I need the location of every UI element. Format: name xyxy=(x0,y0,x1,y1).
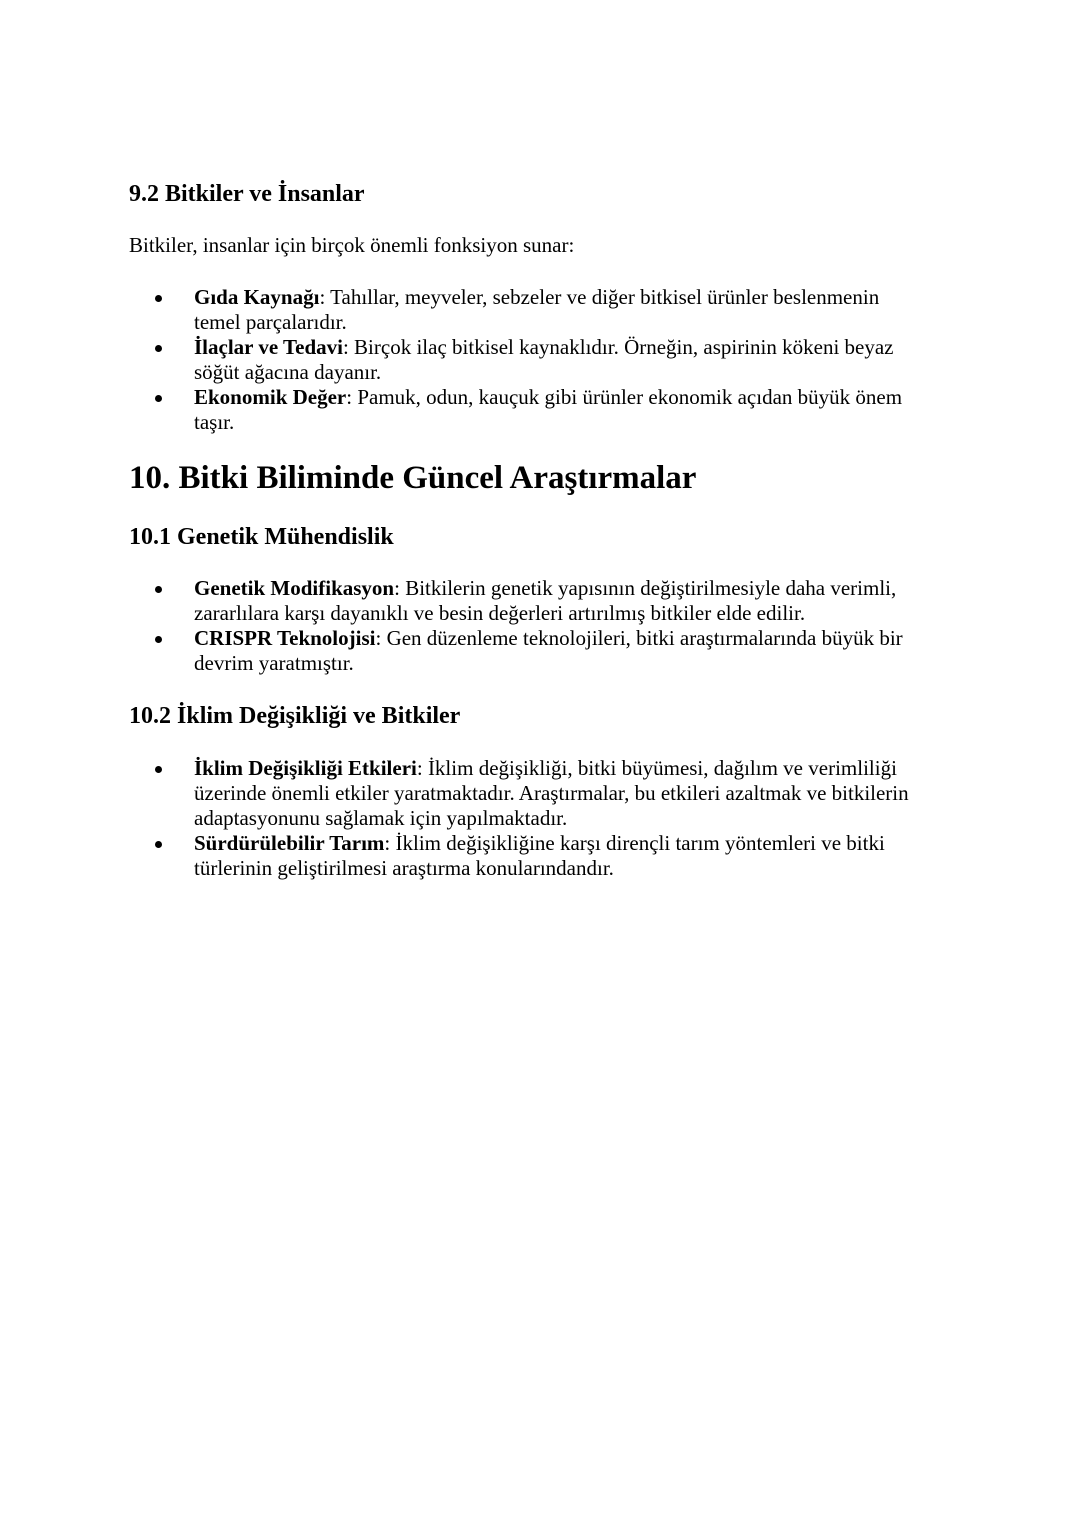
bullet-icon xyxy=(155,345,162,352)
item-text-cont: üzerinde önemli etkiler yaratmaktadır. Araştırmalar, bu etkileri azaltmak ve bitkilerin xyxy=(194,781,909,805)
bullet-icon xyxy=(155,636,162,643)
bullet-list-10-1 xyxy=(129,576,959,676)
list-item xyxy=(129,576,959,626)
item-text: : Pamuk, odun, kauçuk gibi ürünler ekonomik açıdan büyük önem xyxy=(346,385,903,409)
item-text: : Birçok ilaç bitkisel kaynaklıdır. Örneğin, aspirinin kökeni beyaz xyxy=(342,335,894,359)
item-text-cont: söğüt ağacına dayanır. xyxy=(194,360,382,384)
section-heading-10-2: 10.2 İklim Değişikliği ve Bitkiler xyxy=(129,703,461,729)
item-term: İlaçlar ve Tedavi xyxy=(194,335,343,359)
item-text: : Bitkilerin genetik yapısının değiştirilmesiyle daha verimli, xyxy=(394,576,897,600)
section-heading-10: 10. Bitki Biliminde Güncel Araştırmalar xyxy=(129,460,697,496)
item-term: Ekonomik Değer xyxy=(194,385,347,409)
list-item xyxy=(129,756,959,831)
item-term: Genetik Modifikasyon xyxy=(194,576,395,600)
item-term: Gıda Kaynağı xyxy=(194,285,320,309)
list-item xyxy=(129,831,959,881)
item-term: Sürdürülebilir Tarım xyxy=(194,831,385,855)
section-heading-10-1: 10.1 Genetik Mühendislik xyxy=(129,524,394,550)
list-item xyxy=(129,335,959,385)
item-text-cont: temel parçalarıdır. xyxy=(194,310,347,334)
item-term: CRISPR Teknolojisi xyxy=(194,626,376,650)
item-text: : İklim değişikliğine karşı dirençli tarım yöntemleri ve bitki xyxy=(384,831,885,855)
list-item xyxy=(129,285,959,335)
bullet-list-9-2 xyxy=(129,285,959,435)
item-text-cont: türlerinin geliştirilmesi araştırma konularındandır. xyxy=(194,856,614,880)
item-text-cont: taşır. xyxy=(194,410,235,434)
item-term: İklim Değişikliği Etkileri xyxy=(194,756,417,780)
list-item xyxy=(129,385,959,435)
item-text: : Tahıllar, meyveler, sebzeler ve diğer bitkisel ürünler beslenmenin xyxy=(319,285,880,309)
item-text-cont: devrim yaratmıştır. xyxy=(194,651,354,675)
section-heading-9-2: 9.2 Bitkiler ve İnsanlar xyxy=(129,181,365,207)
item-text: : Gen düzenleme teknolojileri, bitki araştırmalarında büyük bir xyxy=(375,626,903,650)
bullet-icon xyxy=(155,586,162,593)
item-text-cont: adaptasyonunu sağlamak için yapılmaktadır. xyxy=(194,806,568,830)
item-text: : İklim değişikliği, bitki büyümesi, dağılım ve verimliliği xyxy=(416,756,897,780)
list-item xyxy=(129,626,959,676)
section-intro: Bitkiler, insanlar için birçok önemli fonksiyon sunar: xyxy=(129,233,575,257)
bullet-list-10-2 xyxy=(129,756,959,881)
bullet-icon xyxy=(155,395,162,402)
item-text-cont: zararlılara karşı dayanıklı ve besin değerleri artırılmış bitkiler elde edilir. xyxy=(194,601,806,625)
bullet-icon xyxy=(155,295,162,302)
bullet-icon xyxy=(155,841,162,848)
bullet-icon xyxy=(155,766,162,773)
